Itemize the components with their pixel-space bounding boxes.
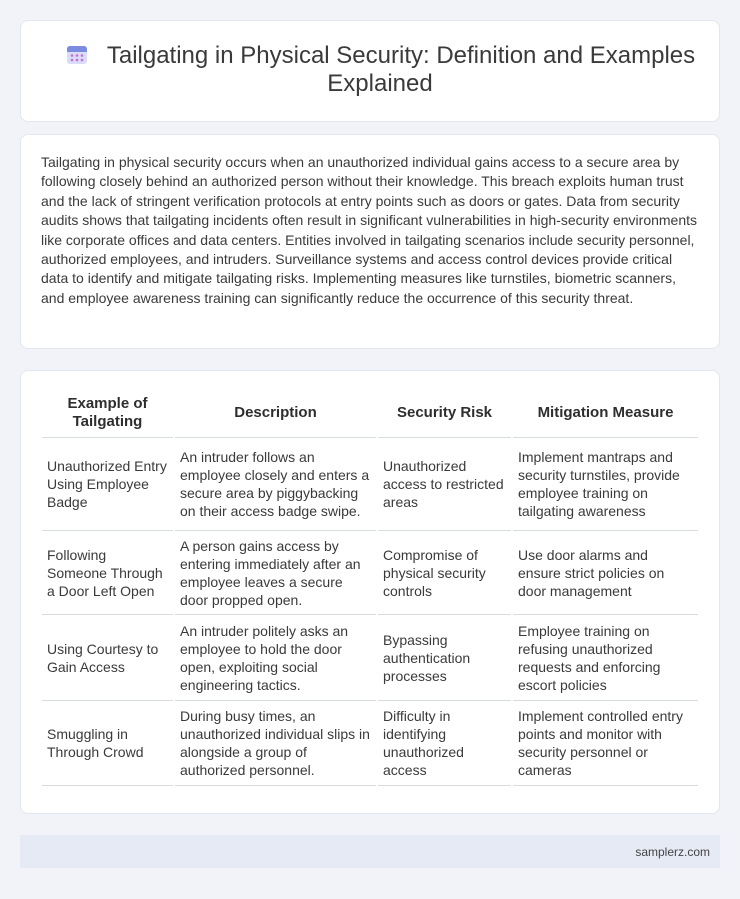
risk-cell: Bypassing authentication processes xyxy=(377,615,512,701)
risk-cell: Compromise of physical security controls xyxy=(377,531,512,615)
example-cell: Smuggling in Through Crowd xyxy=(42,701,174,786)
mitigation-cell: Implement controlled entry points and monitor with security personnel or cameras xyxy=(512,701,698,786)
column-header: Security Risk xyxy=(377,391,512,438)
description-cell: A person gains access by entering immediately after an employee leaves a secure door propped open. xyxy=(174,531,377,615)
example-cell: Following Someone Through a Door Left Open xyxy=(42,531,174,615)
mitigation-cell: Use door alarms and ensure strict policies on door management xyxy=(512,531,698,615)
table-row xyxy=(42,615,698,701)
table-row xyxy=(42,438,698,531)
examples-table xyxy=(42,391,698,786)
description-cell: During busy times, an unauthorized individual slips in alongside a group of authorized personnel. xyxy=(174,701,377,786)
risk-cell: Difficulty in identifying unauthorized access xyxy=(377,701,512,786)
page-title: Tailgating in Physical Security: Definition and Examples Explained xyxy=(106,42,696,97)
intro-card xyxy=(20,134,720,349)
column-header: Description xyxy=(174,391,377,438)
header-card xyxy=(20,20,720,122)
description-cell: An intruder follows an employee closely and enters a secure area by piggybacking on their access badge swipe. xyxy=(174,438,377,531)
table-row xyxy=(42,701,698,786)
description-cell: An intruder politely asks an employee to hold the door open, exploiting social engineering tactics. xyxy=(174,615,377,701)
intro-paragraph: Tailgating in physical security occurs when an unauthorized individual gains access to a secure area by following closely behind an authorized person without their knowledge. This breach exploits human trust and the lack of stringent verification protocols at entry points such as doors or gates. Data from security audits shows that tailgating incidents often result in significant vulnerabilities in high-security environments like corporate offices and data centers. Entities involved in tailgating scenarios include security personnel, authorized employees, and intruders. Surveillance systems and access control devices provide critical data to identify and mitigate tailgating risks. Implementing measures like turnstiles, biometric scanners, and employee awareness training can significantly reduce the occurrence of this security threat. xyxy=(41,154,698,306)
risk-cell: Unauthorized access to restricted areas xyxy=(377,438,512,531)
page-title-wrap xyxy=(61,42,699,98)
table-row xyxy=(42,531,698,615)
table-card xyxy=(20,370,720,814)
calendar-icon xyxy=(65,42,89,66)
example-cell: Unauthorized Entry Using Employee Badge xyxy=(42,438,174,531)
mitigation-cell: Employee training on refusing unauthorized requests and enforcing escort policies xyxy=(512,615,698,701)
example-cell: Using Courtesy to Gain Access xyxy=(42,615,174,701)
footer-bar xyxy=(20,835,720,868)
column-header: Mitigation Measure xyxy=(512,391,698,438)
footer-site-link[interactable]: samplerz.com xyxy=(635,845,710,859)
mitigation-cell: Implement mantraps and security turnstiles, provide employee training on tailgating awareness xyxy=(512,438,698,531)
table-header-row xyxy=(42,391,698,438)
column-header: Example of Tailgating xyxy=(42,391,174,438)
